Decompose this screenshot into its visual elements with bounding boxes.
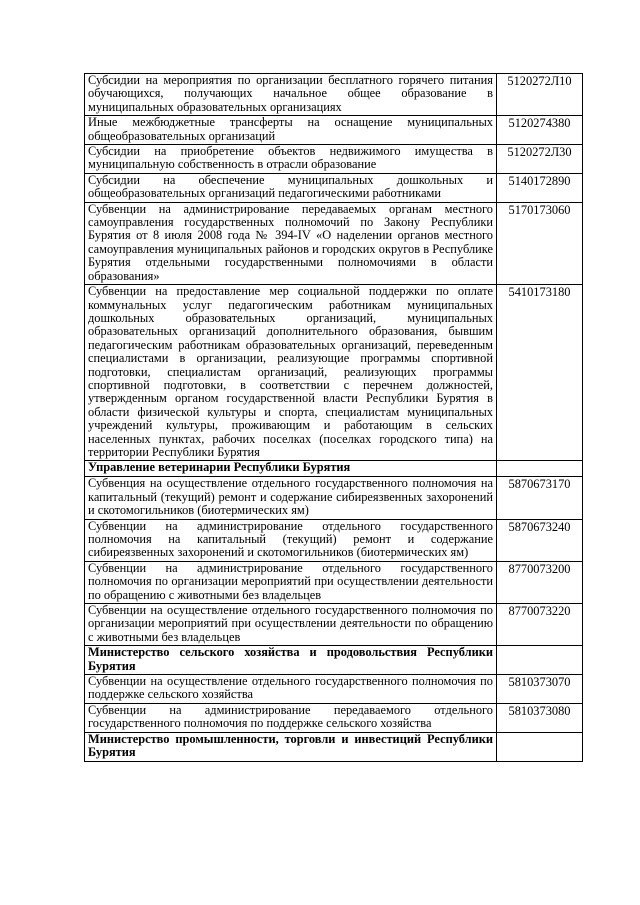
table-row — [85, 74, 583, 116]
row-code: 5120272Л10 — [497, 74, 583, 116]
row-code: 5410173180 — [497, 285, 583, 461]
table-row — [85, 561, 583, 603]
row-name: Субвенции на администрирование отдельного государственного полномочия по организации мероприятий при осуществлении деятельности по обращению с животными без владельцев — [85, 561, 497, 603]
table-row — [85, 285, 583, 461]
row-name: Субвенции на администрирование отдельного государственного полномочия на капитальный (текущий) ремонт и содержание сибиреязвенных захоронений и скотомогильников (биотермических ям) — [85, 519, 497, 561]
row-code: 5870673170 — [497, 477, 583, 519]
table-row — [85, 675, 583, 704]
row-name: Субвенции на осуществление отдельного государственного полномочия по организации мероприятий при осуществлении деятельности по обращению с животными без владельцев — [85, 604, 497, 646]
table-row — [85, 116, 583, 145]
row-name: Иные межбюджетные трансферты на оснащение муниципальных общеобразовательных организаций — [85, 116, 497, 145]
row-code: 5810373070 — [497, 675, 583, 704]
row-code: 5810373080 — [497, 703, 583, 732]
section-title: Управление ветеринарии Республики Бурятия — [85, 461, 497, 477]
section-header-row — [85, 732, 583, 761]
table-row — [85, 703, 583, 732]
section-title: Министерство промышленности, торговли и инвестиций Республики Бурятия — [85, 732, 497, 761]
row-code: 8770073220 — [497, 604, 583, 646]
table-row — [85, 173, 583, 202]
row-name: Субвенции на администрирование передаваемого отдельного государственного полномочия по поддержке сельского хозяйства — [85, 703, 497, 732]
row-code — [497, 646, 583, 675]
table-row — [85, 477, 583, 519]
row-code: 5870673240 — [497, 519, 583, 561]
row-name: Субсидии на мероприятия по организации бесплатного горячего питания обучающихся, получающих начальное общее образование в муниципальных образовательных организациях — [85, 74, 497, 116]
row-code — [497, 732, 583, 761]
table-row — [85, 604, 583, 646]
section-title: Министерство сельского хозяйства и продовольствия Республики Бурятия — [85, 646, 497, 675]
row-name: Субсидии на обеспечение муниципальных дошкольных и общеобразовательных организаций педагогическими работниками — [85, 173, 497, 202]
row-code: 5140172890 — [497, 173, 583, 202]
row-name: Субсидии на приобретение объектов недвижимого имущества в муниципальную собственность в отрасли образование — [85, 145, 497, 174]
row-code: 5170173060 — [497, 202, 583, 284]
budget-table — [84, 73, 583, 762]
table-row — [85, 145, 583, 174]
row-name: Субвенции на осуществление отдельного государственного полномочия по поддержке сельского хозяйства — [85, 675, 497, 704]
table-row — [85, 519, 583, 561]
row-code: 5120274380 — [497, 116, 583, 145]
section-header-row — [85, 461, 583, 477]
budget-table-body — [85, 74, 583, 762]
row-name: Субвенции на администрирование передаваемых органам местного самоуправления государственных полномочий по Закону Республики Бурятия от 8 июля 2008 года № 394-IV «О наделении органов местного самоуправления муниципальных районов и городских округов в Республике Бурятия отдельными государственными полномочиями в области образования» — [85, 202, 497, 284]
row-code — [497, 461, 583, 477]
row-name: Субвенция на осуществление отдельного государственного полномочия на капитальный (текущий) ремонт и содержание сибиреязвенных захоронений и скотомогильников (биотермических ям) — [85, 477, 497, 519]
section-header-row — [85, 646, 583, 675]
table-row — [85, 202, 583, 284]
row-name: Субвенции на предоставление мер социальной поддержки по оплате коммунальных услуг педагогическим работникам муниципальных дошкольных образовательных организаций, муниципальных образовательных организаций дополнительного образования, бывшим педагогическим работникам образовательных организаций, переведенным специалистами в организации, реализующие программы спортивной подготовки, специалистам организаций, реализующих программы спортивной подготовки, в соответствии с перечнем должностей, утвержденным органом государственной власти Республики Бурятия в области физической культуры и спорта, специалистам муниципальных учреждений культуры, проживающим и работающим в сельских населенных пунктах, рабочих поселках (поселках городского типа) на территории Республики Бурятия — [85, 285, 497, 461]
row-code: 8770073200 — [497, 561, 583, 603]
row-code: 5120272Л30 — [497, 145, 583, 174]
